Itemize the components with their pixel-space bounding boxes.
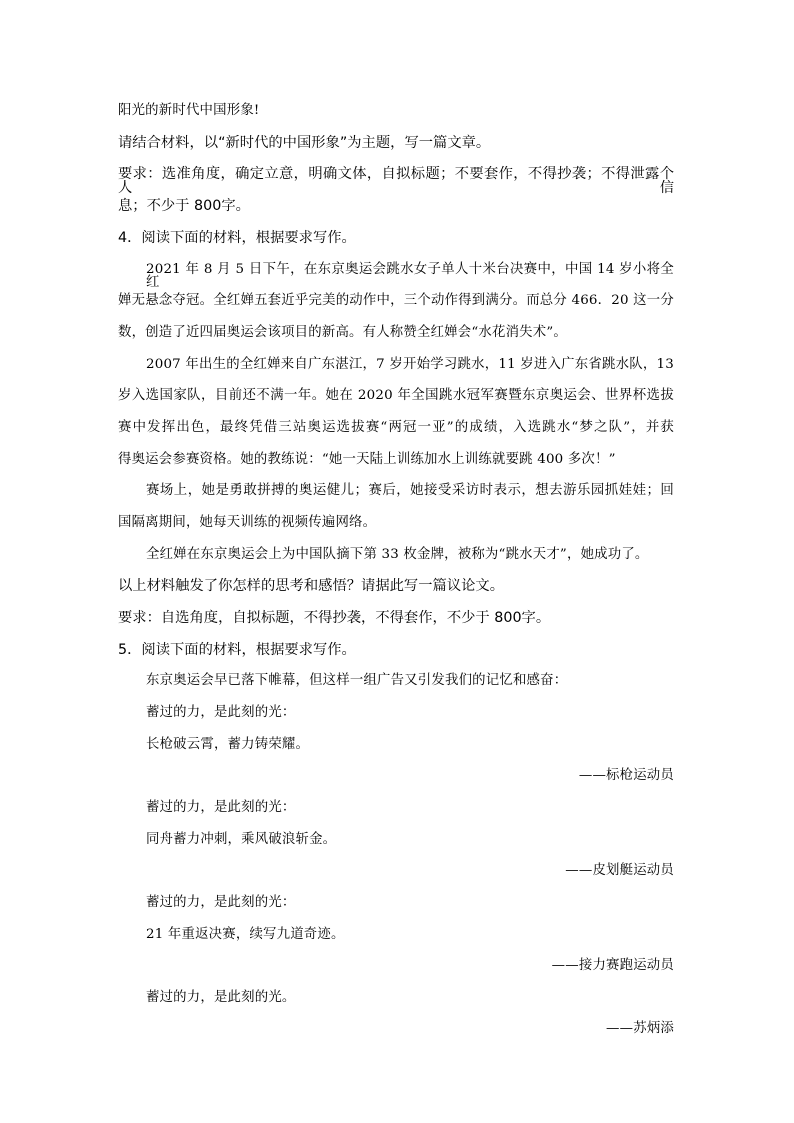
ad-attribution-1: ——标枪运动员 (578, 768, 674, 783)
ad-attribution-2: ——皮划艇运动员 (565, 863, 674, 878)
material-paragraph-2-line-1: 2007 年出生的全红婵来自广东湛江，7 岁开始学习跳水，11 岁进入广东省跳水队，13 (146, 357, 674, 372)
ad-line-4: 蓄过的力，是此刻的光。 (146, 990, 296, 1005)
essay-prompt-line: 以上材料触发了你怎样的思考和感悟？请据此写一篇议论文。 (118, 578, 505, 594)
ad-attribution-4: ——苏炳添 (606, 1021, 674, 1036)
ad-line-2b: 同舟蓄力冲刺，乘风破浪斩金。 (146, 832, 337, 847)
ad-line-3a: 蓄过的力，是此刻的光： (146, 895, 296, 910)
question-4-heading: 4．阅读下面的材料，根据要求写作。 (118, 230, 356, 246)
material-paragraph-2-line-4: 得奥运会参赛资格。她的教练说：“她一天陆上训练加水上训练就要跳 400 多次！” (118, 452, 616, 467)
material-paragraph-4: 全红婵在东京奥运会上为中国队摘下第 33 枚金牌，被称为“跳水天才”，她成功了。 (146, 547, 649, 562)
requirement-line: 要求：选准角度，确定立意，明确文体，自拟标题；不要套作，不得抄袭；不得泄露个人信 (118, 166, 674, 197)
requirement-line-continued: 息；不少于 800字。 (118, 198, 250, 214)
material-paragraph-3-line-2: 国隔离期间，她每天训练的视频传遍网络。 (118, 515, 377, 530)
essay-requirement-line: 要求：自选角度，自拟标题，不得抄袭，不得套作，不少于 800字。 (118, 610, 551, 626)
material-paragraph-2-line-2: 岁入选国家队，目前还不满一年。她在 2020 年全国跳水冠军赛暨东京奥运会、世界杯选拔 (118, 388, 674, 403)
material-paragraph-1-line-2: 婵无悬念夺冠。全红婵五套近乎完美的动作中，三个动作得到满分。而总分 466．20 这一分 (118, 293, 674, 308)
ad-attribution-3: ——接力赛跑运动员 (551, 958, 674, 973)
ad-line-1a: 蓄过的力，是此刻的光： (146, 705, 296, 720)
ad-line-3b: 21 年重返决赛，续写九道奇迹。 (146, 927, 345, 942)
material-intro-line: 东京奥运会早已落下帷幕，但这样一组广告又引发我们的记忆和感奋： (146, 673, 568, 688)
material-paragraph-1-line-1: 2021 年 8 月 5 日下午，在东京奥运会跳水女子单人十米台决赛中，中国 14 岁小将全红 (146, 262, 674, 291)
ad-line-2a: 蓄过的力，是此刻的光： (146, 800, 296, 815)
question-5-heading: 5．阅读下面的材料，根据要求写作。 (118, 642, 356, 658)
continued-text-line: 阳光的新时代中国形象! (118, 103, 260, 118)
material-paragraph-2-line-3: 赛中发挥出色，最终凭借三站奥运选拔赛“两冠一亚”的成绩，入选跳水“梦之队”，并获 (118, 420, 674, 435)
material-paragraph-3-line-1: 赛场上，她是勇敢拼搏的奥运健儿；赛后，她接受采访时表示，想去游乐园抓娃娃；回 (146, 483, 674, 498)
material-paragraph-1-line-3: 数，创造了近四届奥运会该项目的新高。有人称赞全红婵会“水花消失术”。 (118, 325, 567, 340)
prompt-line: 请结合材料，以“新时代的中国形象”为主题，写一篇文章。 (118, 135, 491, 151)
ad-line-1b: 长枪破云霄，蓄力铸荣耀。 (146, 737, 310, 752)
